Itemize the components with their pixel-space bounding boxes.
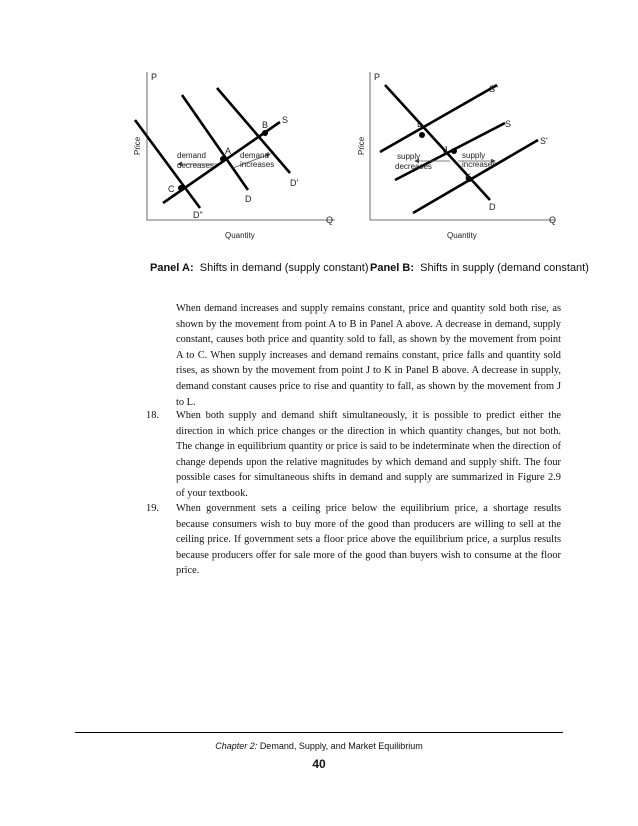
panel-b-label-d: D (489, 202, 496, 212)
panel-a-increase-note-2: increases (240, 160, 275, 169)
footer-chapter-title: Demand, Supply, and Market Equilibrium (259, 741, 423, 751)
paragraph-17: When demand increases and supply remains constant, price and quantity sold both rise, as shown by the movement from point A to B in Panel A above. A decrease in demand, supply constant, causes both price and quantity sold to fall, as shown by the movement from point A to C. When supply increases and demand remains constant, price falls and quantity sold rises, as shown by the movement from point J to K in Panel B above. A decrease in supply, demand constant causes price to rise and quantity to fall, as shown by the movement from J to L. (176, 303, 561, 408)
paragraph-19: When government sets a ceiling price below the equilibrium price, a shortage results because consumers wish to buy more of the good than producers are willing to sell at the ceiling price. If government sets a floor price above the equilibrium price, a surplus results because producers offer for sale more of the good than buyers wish to consume at the floor price. (176, 503, 561, 577)
panel-a-svg (130, 60, 350, 250)
panel-b-label-s: S (505, 119, 512, 129)
panel-b-increase-note-2: increases (462, 160, 497, 169)
panel-b-label-l: L (417, 119, 423, 129)
panel-a-diagram (130, 60, 350, 250)
panel-b-svg (355, 60, 575, 250)
item-number-19: 19. (146, 503, 159, 514)
panel-a-axes (147, 72, 335, 220)
panel-b-ylabel: Price (357, 136, 366, 155)
panel-a-decrease-note-2: decreases (177, 161, 214, 170)
footer-chapter-label: Chapter 2: (215, 741, 258, 751)
panel-a-label-c: C (168, 184, 175, 194)
panel-a-caption-label: Panel A: (150, 262, 194, 274)
panel-a-axis-p: P (151, 72, 158, 82)
panel-a-label-a: A (225, 146, 232, 156)
panel-b-point-l-marker (419, 132, 425, 138)
panel-a-label-d-dprime: D" (193, 210, 203, 220)
footer-chapter (0, 741, 638, 751)
panel-b-increase-note-1: supply (462, 151, 486, 160)
panel-a-increase-note-1: demand (240, 151, 269, 160)
panel-a-axis-q: Q (326, 215, 334, 225)
panel-b-label-s-dprime: S" (489, 84, 499, 94)
panel-b-label-s-prime: S' (540, 136, 548, 146)
panel-a-label-b: B (262, 120, 269, 130)
panel-b-decrease-note-1: supply (397, 152, 421, 161)
panel-b-diagram (355, 60, 575, 250)
panel-b-label-j: J (443, 145, 448, 155)
panel-a-label-d: D (245, 194, 252, 204)
panel-a-caption (150, 262, 375, 274)
panel-a-caption-text: Shifts in demand (supply constant) (199, 262, 369, 274)
paragraph-18: When both supply and demand shift simultaneously, it is possible to predict either the direction in which price changes or the direction in which quantity changes, but not both. The change in equilibrium quantity or price is said to be indeterminate when the direction of change depends upon the relative magnitudes by which demand and supply shift. The four possible cases for simultaneous shifts in demand and supply are summarized in Figure 2.9 of your textbook. (176, 410, 561, 499)
panel-b-point-j-marker (451, 148, 457, 154)
item-number-18: 18. (146, 410, 159, 421)
panel-b-caption-text: Shifts in supply (demand constant) (420, 262, 589, 274)
panel-a-decrease-note-1: demand (177, 151, 206, 160)
panel-b-caption-label: Panel B: (370, 262, 415, 274)
panel-b-decrease-note-2: decreases (395, 162, 432, 171)
panel-a-ylabel: Price (133, 136, 142, 155)
panel-a-point-a-marker (220, 156, 226, 162)
footer-rule (75, 732, 563, 733)
panel-b-label-k: K (465, 172, 472, 182)
panel-b-axis-q: Q (549, 215, 557, 225)
panel-a-label-s: S (282, 115, 289, 125)
panel-b-caption (370, 262, 589, 274)
panel-a-point-c-marker (178, 185, 184, 191)
panel-a-label-d-prime: D' (290, 178, 299, 188)
panel-a-demand-d (182, 95, 248, 190)
page-number: 40 (312, 757, 326, 771)
panel-b-axis-p: P (374, 72, 381, 82)
panel-a-point-b-marker (262, 130, 268, 136)
panel-b-xlabel: Quantity (447, 231, 477, 240)
panel-a-xlabel: Quantity (225, 231, 255, 240)
panel-b-demand-curve (385, 85, 490, 200)
